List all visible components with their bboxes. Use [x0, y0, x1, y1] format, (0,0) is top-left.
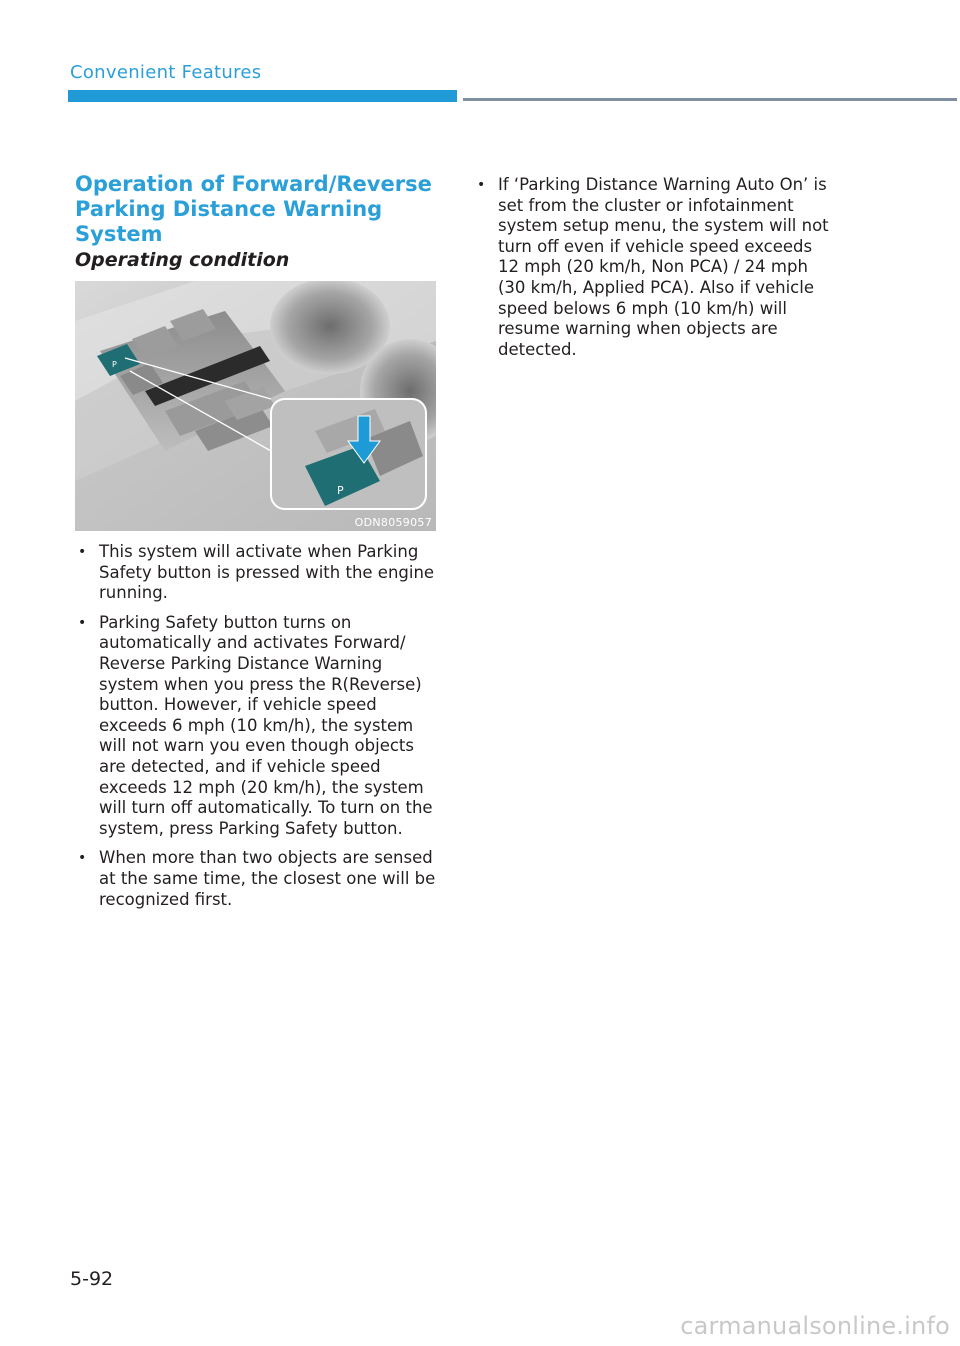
header-rule	[463, 98, 957, 101]
watermark: carmanualsonline.info	[680, 1312, 950, 1340]
list-item	[75, 848, 440, 910]
center-console-illustration	[75, 281, 436, 531]
bullet-icon: •	[78, 544, 87, 560]
console-button-figure	[75, 281, 436, 531]
svg-text:P: P	[112, 360, 117, 369]
figure-code: ODN8059057	[354, 516, 432, 529]
list-item	[474, 175, 834, 360]
right-bullet-list	[474, 175, 834, 369]
list-item	[75, 542, 440, 604]
running-header: Convenient Features	[70, 62, 262, 83]
page-number: 5-92	[70, 1268, 114, 1290]
svg-text:P: P	[337, 484, 344, 497]
left-bullet-list	[75, 542, 440, 919]
list-item-text: When more than two objects are sensed at the same time, the closest one will be recognized first.	[99, 848, 436, 909]
bullet-icon: •	[477, 177, 486, 193]
bullet-icon: •	[78, 614, 87, 631]
list-item	[75, 613, 440, 840]
subsection-title: Operating condition	[75, 249, 290, 271]
header-accent-bar	[68, 90, 457, 102]
bullet-icon: •	[78, 850, 87, 867]
section-title: Operation of Forward/Reverse Parking Distance Warning System	[75, 172, 432, 246]
list-item-text: If ‘Parking Distance Warning Auto On’ is set from the cluster or infotainment system setup menu, the system will not turn off even if vehicle speed exceeds 12 mph (20 km/h, Non PCA) / 24 mph (30 km/h, Applied PCA). Also if vehicle speed belows 6 mph (10 km/h) will resume warning when objects are detected.	[498, 175, 829, 359]
list-item-text: This system will activate when Parking Safety button is pressed with the engine running.	[99, 542, 435, 603]
list-item-text: Parking Safety button turns on automatically and activates Forward/ Reverse Parking Distance Warning system when you press the R(Reverse) button. However, if vehicle speed exceeds 6 mph (10 km/h), the system will not warn you even though objects are detected, and if vehicle speed exceeds 12 mph (20 km/h), the system will turn off automatically. To turn on the system, press Parking Safety button.	[99, 612, 433, 838]
